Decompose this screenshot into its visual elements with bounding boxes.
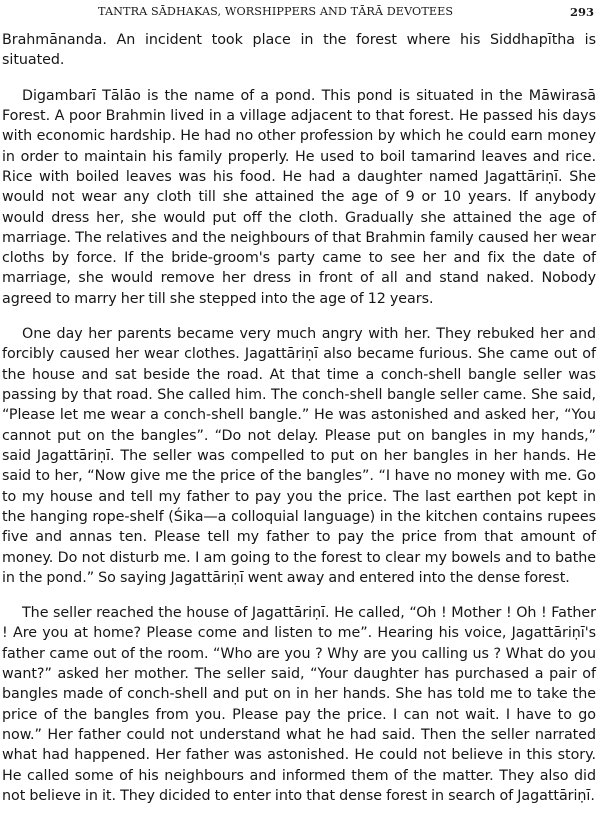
paragraph-continuation: Brahmānanda. An incident took place in the forest where his Siddhapītha is situated. xyxy=(2,32,596,69)
paragraph: Digambarī Tālāo is the name of a pond. This pond is situated in the Māwirasā Forest. A poor Brahmin lived in a village adjacent to that forest. He passed his days with economic hardship. He had no other profession by which he could earn money in order to maintain his family properly. He used to boil tamarind leaves and rice. Rice with boiled leaves was his food. He had a daughter named Jagattāriṇī. She would not wear any cloth till she attained the age of 9 or 10 years. If anybody would dress her, she would put off the cloth. Gradually she attained the age of marriage. The relatives and the neighbours of that Brahmin family caused her wear cloths by force. If the bride-groom's party came to see her and fix the date of marriage, she would remove her dress in front of all and stand naked. Nobody agreed to marry her till she stepped into the age of 12 years. xyxy=(2,87,596,307)
running-header xyxy=(0,5,600,21)
paragraph: The seller reached the house of Jagattāriṇī. He called, “Oh ! Mother ! Oh ! Father ! Are you at home? Please come and listen to me”. Hearing his voice, Jagattāriṇī's father came out of the room. “Who are you ? Why are you calling us ? What do you want?” asked her mother. The seller said, “Your daughter has purchased a pair of bangles made of conch-shell and put on in her hands. She has told me to take the price of the bangles from you. Please pay the price. I can not wait. I have to go now.” Her father could not understand what he had said. Then the seller narrated what had happened. Her father was astonished. He could not believe in this story. He called some of his neighbours and informed them of the matter. They also did not believe in it. They dicided to enter into that dense forest in search of Jagattāriṇī. xyxy=(2,605,596,804)
page-number: 293 xyxy=(569,5,594,19)
body-text xyxy=(2,30,596,806)
running-title: TANTRA SĀDHAKAS, WORSHIPPERS AND TĀRĀ DEVOTEES xyxy=(98,5,454,18)
paragraph: One day her parents became very much angry with her. They rebuked her and forcibly caused her wear clothes. Jagattāriṇī also became furious. She came out of the house and sat beside the road. At that time a conch-shell bangle seller was passing by that road. She called him. The conch-shell bangle seller came. She said, “Please let me wear a conch-shell bangle.” He was astonished and asked her, “You cannot put on the bangles”. “Do not delay. Please put on bangles in my hands,” said Jagattāriṇī. The seller was compelled to put on her bangles in her hands. He said to her, “Now give me the price of the bangles”. “I have no money with me. Go to my house and tell my father to pay you the price. The last earthen pot kept in the hanging rope-shelf (Śika—a colloquial language) in the kitchen contains rupees five and annas ten. Please tell my father to pay the price from that amount of money. Do not disturb me. I am going to the forest to clear my bowels and to bathe in the pond.” So saying Jagattāriṇī went away and entered into the dense forest. xyxy=(2,326,596,586)
